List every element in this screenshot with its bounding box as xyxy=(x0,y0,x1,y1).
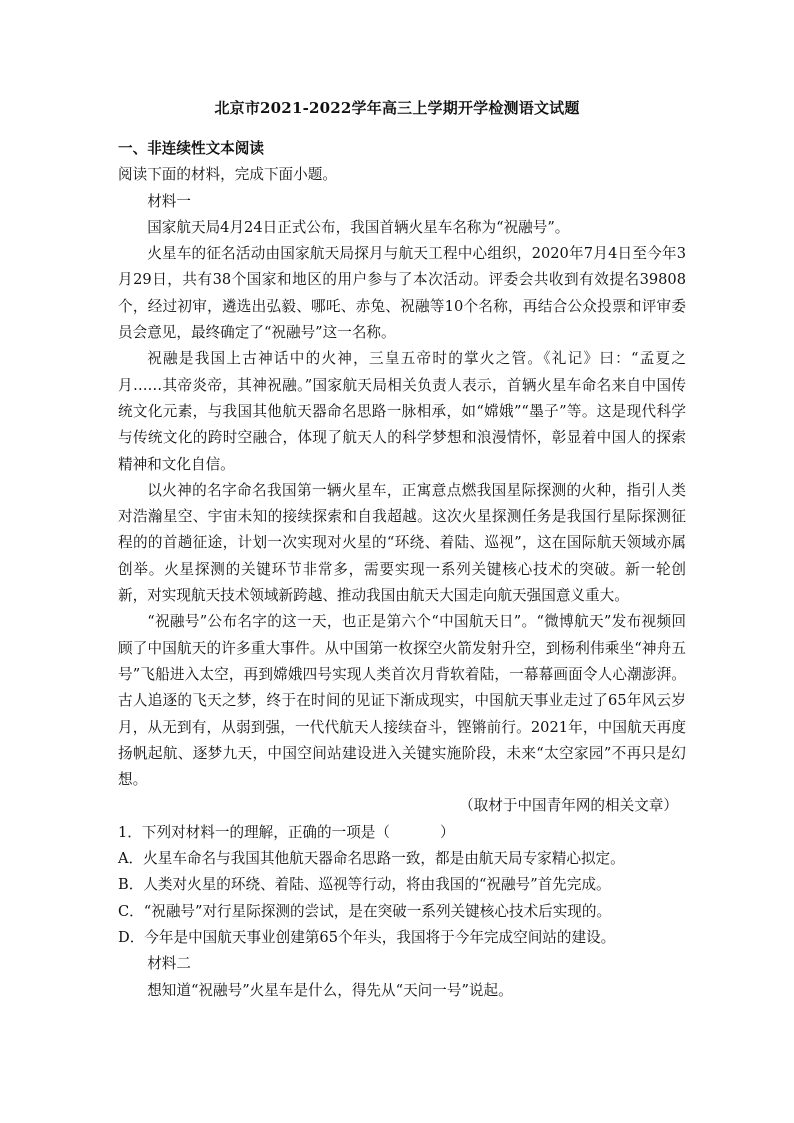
document-title: 北京市2021-2022学年高三上学期开学检测语文试题 xyxy=(214,99,580,117)
section-heading: 一、非连续性文本阅读 xyxy=(118,140,264,157)
material-1-label: 材料一 xyxy=(147,192,191,210)
question-1-stem xyxy=(118,820,686,846)
question-1-stem-close: ） xyxy=(439,823,455,841)
question-1-option-b: B．人类对火星的环绕、着陆、巡视等行动，将由我国的“祝融号”首先完成。 xyxy=(118,876,611,894)
question-1-stem-text: 1．下列对材料一的理解，正确的一项是（ xyxy=(118,823,390,841)
question-1-option-c: C．“祝融号”对行星际探测的尝试，是在突破一系列关键核心技术后实现的。 xyxy=(118,902,612,920)
material-2-paragraph: 想知道“祝融号”火星车是什么，得先从“天问一号”说起。 xyxy=(147,981,513,999)
material-1-paragraph: “祝融号”公布名字的这一天，也正是第六个“中国航天日”。“微博航天”发布视频回顾了中国航天的许多重大事件。从中国第一枚探空火箭发射升空，到杨利伟乘坐“神舟五号”飞船进入太空，再到嫦娥四号实现人类首次月背软着陆，一幕幕画面令人心潮澎湃。古人追逐的飞天之梦，终于在时间的见证下渐成现实，中国航天事业走过了65年风云岁月，从无到有，从弱到强，一代代航天人接续奋斗，铿锵前行。2021年，中国航天再度扬帆起航、逐梦九天，中国空间站建设进入关键实施阶段，未来“太空家园”不再只是幻想。 xyxy=(118,613,686,789)
document-body xyxy=(118,136,686,1004)
material-1-paragraph: 火星车的征名活动由国家航天局探月与航天工程中心组织，2020年7月4日至今年3月29日，共有38个国家和地区的用户参与了本次活动。评委会共收到有效提名39808个，经过初审，遴选出弘毅、哪吒、赤兔、祝融等10个名称，再结合公众投票和评审委员会意见，最终确定了“祝融号”这一名称。 xyxy=(118,245,686,342)
instruction-text: 阅读下面的材料，完成下面小题。 xyxy=(118,166,337,184)
material-1-paragraph: 祝融是我国上古神话中的火神，三皇五帝时的掌火之管。《礼记》曰：“孟夏之月……其帝炎帝，其神祝融。”国家航天局相关负责人表示，首辆火星车命名来自中国传统文化元素，与我国其他航天器命名思路一脉相承，如“嫦娥”“墨子”等。这是现代科学与传统文化的跨时空融合，体现了航天人的科学梦想和浪漫情怀，彰显着中国人的探索精神和文化自信。 xyxy=(118,350,686,473)
material-1-paragraph: 国家航天局4月24日正式公布，我国首辆火星车名称为“祝融号”。 xyxy=(147,218,570,236)
material-2-label: 材料二 xyxy=(147,955,191,973)
source-citation: （取材于中国青年网的相关文章） xyxy=(459,797,678,815)
question-1-option-d: D．今年是中国航天事业创建第65个年头，我国将于今年完成空间站的建设。 xyxy=(118,928,616,946)
material-1-paragraph: 以火神的名字命名我国第一辆火星车，正寓意点燃我国星际探测的火种，指引人类对浩瀚星空、宇宙未知的接续探索和自我超越。这次火星探测任务是我国行星际探测征程的的首趟征途，计划一次实现对火星的“环绕、着陆、巡视”，这在国际航天领域亦属创举。火星探测的关键环节非常多，需要实现一系列关键核心技术的突破。新一轮创新，对实现航天技术领域新跨越、推动我国由航天大国走向航天强国意义重大。 xyxy=(118,481,686,605)
question-1-option-a: A．火星车命名与我国其他航天器命名思路一致，都是由航天局专家精心拟定。 xyxy=(118,850,625,868)
